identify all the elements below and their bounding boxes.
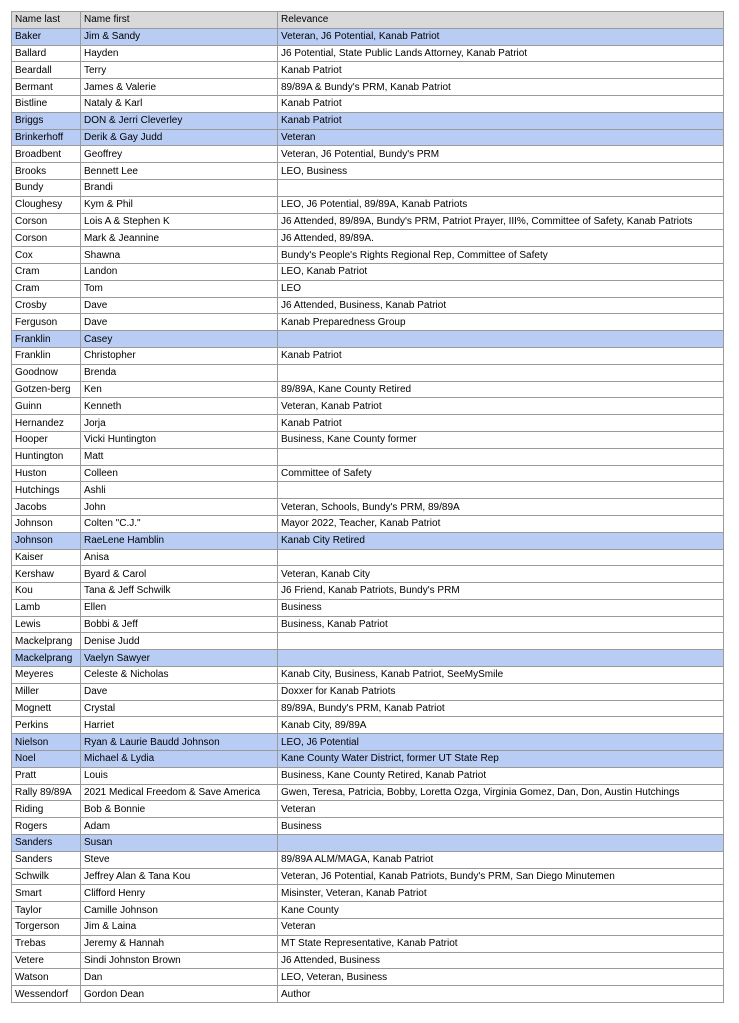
cell-name-first: Tom [81, 280, 278, 297]
cell-relevance: Veteran, Kanab Patriot [278, 398, 724, 415]
cell-name-first: Geoffrey [81, 146, 278, 163]
cell-relevance: Kanab City Retired [278, 532, 724, 549]
cell-relevance: LEO [278, 280, 724, 297]
header-row [12, 12, 724, 29]
cell-relevance: Veteran, J6 Potential, Kanab Patriot [278, 28, 724, 45]
table-row [12, 633, 724, 650]
cell-relevance: J6 Potential, State Public Lands Attorney, Kanab Patriot [278, 45, 724, 62]
table-row [12, 179, 724, 196]
table-body [12, 28, 724, 1002]
cell-name-first: Byard & Carol [81, 566, 278, 583]
cell-name-first: Vaelyn Sawyer [81, 650, 278, 667]
cell-name-last: Riding [12, 801, 81, 818]
cell-name-first: Ellen [81, 599, 278, 616]
table-row [12, 381, 724, 398]
cell-name-last: Corson [12, 230, 81, 247]
cell-name-last: Johnson [12, 515, 81, 532]
cell-name-last: Cram [12, 280, 81, 297]
cell-relevance: Veteran, J6 Potential, Bundy's PRM [278, 146, 724, 163]
cell-name-first: Ryan & Laurie Baudd Johnson [81, 734, 278, 751]
cell-name-last: Briggs [12, 112, 81, 129]
cell-name-last: Beardall [12, 62, 81, 79]
cell-name-first: Harriet [81, 717, 278, 734]
table-row [12, 566, 724, 583]
table-row [12, 398, 724, 415]
cell-name-first: Hayden [81, 45, 278, 62]
cell-name-last: Mognett [12, 700, 81, 717]
cell-name-first: Shawna [81, 247, 278, 264]
cell-name-first: Landon [81, 263, 278, 280]
table-row [12, 163, 724, 180]
cell-relevance: Bundy's People's Rights Regional Rep, Committee of Safety [278, 247, 724, 264]
spreadsheet [11, 11, 724, 1003]
cell-name-last: Ferguson [12, 314, 81, 331]
cell-name-first: Gordon Dean [81, 986, 278, 1003]
cell-relevance: Veteran, Schools, Bundy's PRM, 89/89A [278, 499, 724, 516]
cell-name-last: Jacobs [12, 499, 81, 516]
cell-name-first: 2021 Medical Freedom & Save America [81, 784, 278, 801]
cell-name-last: Sanders [12, 835, 81, 852]
cell-name-first: Casey [81, 331, 278, 348]
cell-name-first: Jeffrey Alan & Tana Kou [81, 868, 278, 885]
cell-relevance: J6 Attended, Business [278, 952, 724, 969]
cell-name-last: Corson [12, 213, 81, 230]
cell-name-first: Dan [81, 969, 278, 986]
cell-name-last: Hutchings [12, 482, 81, 499]
cell-relevance [278, 364, 724, 381]
cell-name-first: Sindi Johnston Brown [81, 952, 278, 969]
cell-relevance: Kane County [278, 902, 724, 919]
cell-relevance [278, 448, 724, 465]
cell-name-first: Dave [81, 683, 278, 700]
table-row [12, 129, 724, 146]
cell-name-last: Brinkerhoff [12, 129, 81, 146]
cell-name-last: Vetere [12, 952, 81, 969]
cell-relevance: Kanab Patriot [278, 112, 724, 129]
cell-name-first: Denise Judd [81, 633, 278, 650]
table-row [12, 751, 724, 768]
cell-relevance: 89/89A ALM/MAGA, Kanab Patriot [278, 851, 724, 868]
cell-name-first: Brandi [81, 179, 278, 196]
cell-relevance [278, 549, 724, 566]
cell-relevance: Misinster, Veteran, Kanab Patriot [278, 885, 724, 902]
table-row [12, 515, 724, 532]
cell-relevance [278, 179, 724, 196]
cell-name-last: Taylor [12, 902, 81, 919]
cell-relevance: Business, Kane County Retired, Kanab Patriot [278, 767, 724, 784]
cell-name-last: Wessendorf [12, 986, 81, 1003]
cell-relevance: J6 Friend, Kanab Patriots, Bundy's PRM [278, 583, 724, 600]
cell-relevance: Author [278, 986, 724, 1003]
table-row [12, 196, 724, 213]
cell-name-last: Nielson [12, 734, 81, 751]
cell-name-last: Kaiser [12, 549, 81, 566]
cell-relevance: Business [278, 599, 724, 616]
cell-name-first: Colten "C.J." [81, 515, 278, 532]
cell-name-first: Jorja [81, 415, 278, 432]
cell-name-last: Kou [12, 583, 81, 600]
table-row [12, 717, 724, 734]
table-row [12, 801, 724, 818]
cell-name-last: Kershaw [12, 566, 81, 583]
cell-name-last: Perkins [12, 717, 81, 734]
table-row [12, 465, 724, 482]
cell-relevance: Doxxer for Kanab Patriots [278, 683, 724, 700]
table-row [12, 62, 724, 79]
cell-name-last: Gotzen-berg [12, 381, 81, 398]
cell-relevance: Veteran, Kanab City [278, 566, 724, 583]
cell-name-last: Guinn [12, 398, 81, 415]
cell-name-first: Celeste & Nicholas [81, 667, 278, 684]
cell-name-first: Crystal [81, 700, 278, 717]
cell-relevance: Kanab Preparedness Group [278, 314, 724, 331]
table-row [12, 851, 724, 868]
cell-name-first: Kenneth [81, 398, 278, 415]
cell-relevance: LEO, J6 Potential [278, 734, 724, 751]
cell-name-last: Smart [12, 885, 81, 902]
cell-relevance: 89/89A & Bundy's PRM, Kanab Patriot [278, 79, 724, 96]
table-row [12, 95, 724, 112]
cell-name-first: Adam [81, 818, 278, 835]
cell-relevance: Kanab Patriot [278, 95, 724, 112]
cell-relevance: Kanab Patriot [278, 415, 724, 432]
cell-name-first: Derik & Gay Judd [81, 129, 278, 146]
cell-relevance: Business, Kanab Patriot [278, 616, 724, 633]
cell-name-first: Michael & Lydia [81, 751, 278, 768]
cell-name-last: Lewis [12, 616, 81, 633]
table-row [12, 415, 724, 432]
cell-name-last: Meyeres [12, 667, 81, 684]
header-name-last: Name last [12, 12, 81, 29]
cell-name-first: Bob & Bonnie [81, 801, 278, 818]
cell-relevance: Kanab City, 89/89A [278, 717, 724, 734]
table-row [12, 683, 724, 700]
cell-name-last: Hooper [12, 431, 81, 448]
table-row [12, 885, 724, 902]
cell-name-last: Schwilk [12, 868, 81, 885]
cell-name-last: Huston [12, 465, 81, 482]
cell-name-first: John [81, 499, 278, 516]
header-relevance: Relevance [278, 12, 724, 29]
cell-name-last: Pratt [12, 767, 81, 784]
cell-name-last: Rally 89/89A [12, 784, 81, 801]
cell-relevance: Veteran [278, 919, 724, 936]
table-row [12, 314, 724, 331]
header-name-first: Name first [81, 12, 278, 29]
cell-name-last: Trebas [12, 935, 81, 952]
cell-name-last: Rogers [12, 818, 81, 835]
table-row [12, 700, 724, 717]
cell-name-first: Dave [81, 314, 278, 331]
cell-name-first: Matt [81, 448, 278, 465]
cell-relevance: Kanab Patriot [278, 347, 724, 364]
cell-name-first: Brenda [81, 364, 278, 381]
table-row [12, 868, 724, 885]
table-row [12, 583, 724, 600]
table-row [12, 919, 724, 936]
cell-relevance: Business [278, 818, 724, 835]
table-row [12, 230, 724, 247]
cell-name-last: Franklin [12, 331, 81, 348]
cell-relevance: Gwen, Teresa, Patricia, Bobby, Loretta Ozga, Virginia Gomez, Dan, Don, Austin Hutchings [278, 784, 724, 801]
table-row [12, 650, 724, 667]
cell-name-first: Vicki Huntington [81, 431, 278, 448]
table-row [12, 280, 724, 297]
table-row [12, 835, 724, 852]
table-row [12, 667, 724, 684]
table-row [12, 45, 724, 62]
cell-name-first: Steve [81, 851, 278, 868]
cell-relevance: Kane County Water District, former UT State Rep [278, 751, 724, 768]
cell-name-first: Ken [81, 381, 278, 398]
cell-name-first: Louis [81, 767, 278, 784]
cell-name-last: Brooks [12, 163, 81, 180]
table-row [12, 935, 724, 952]
cell-relevance: Kanab City, Business, Kanab Patriot, SeeMySmile [278, 667, 724, 684]
table-row [12, 734, 724, 751]
cell-name-last: Franklin [12, 347, 81, 364]
cell-relevance: LEO, Kanab Patriot [278, 263, 724, 280]
cell-name-last: Cox [12, 247, 81, 264]
cell-name-first: Jim & Laina [81, 919, 278, 936]
cell-name-last: Mackelprang [12, 633, 81, 650]
cell-name-last: Cloughesy [12, 196, 81, 213]
cell-name-last: Bundy [12, 179, 81, 196]
table-row [12, 969, 724, 986]
table-row [12, 112, 724, 129]
table-row [12, 599, 724, 616]
table-row [12, 247, 724, 264]
table-row [12, 448, 724, 465]
table-row [12, 28, 724, 45]
cell-name-first: Colleen [81, 465, 278, 482]
table-row [12, 482, 724, 499]
cell-name-first: RaeLene Hamblin [81, 532, 278, 549]
table-row [12, 331, 724, 348]
cell-name-first: Mark & Jeannine [81, 230, 278, 247]
table-row [12, 986, 724, 1003]
table-row [12, 431, 724, 448]
table-row [12, 818, 724, 835]
cell-relevance [278, 482, 724, 499]
cell-relevance: Kanab Patriot [278, 62, 724, 79]
cell-name-first: Jim & Sandy [81, 28, 278, 45]
cell-name-last: Crosby [12, 297, 81, 314]
cell-name-last: Baker [12, 28, 81, 45]
cell-name-last: Johnson [12, 532, 81, 549]
cell-name-first: DON & Jerri Cleverley [81, 112, 278, 129]
table-row [12, 784, 724, 801]
cell-name-first: Terry [81, 62, 278, 79]
table-row [12, 146, 724, 163]
table-row [12, 549, 724, 566]
cell-name-last: Cram [12, 263, 81, 280]
cell-name-last: Noel [12, 751, 81, 768]
cell-relevance [278, 650, 724, 667]
cell-name-first: Anisa [81, 549, 278, 566]
cell-relevance [278, 633, 724, 650]
cell-relevance [278, 835, 724, 852]
cell-name-last: Goodnow [12, 364, 81, 381]
table-row [12, 767, 724, 784]
table-row [12, 79, 724, 96]
table-row [12, 532, 724, 549]
cell-relevance: J6 Attended, 89/89A. [278, 230, 724, 247]
cell-name-last: Huntington [12, 448, 81, 465]
cell-name-last: Sanders [12, 851, 81, 868]
contacts-table [11, 11, 724, 1003]
cell-name-last: Bermant [12, 79, 81, 96]
cell-relevance [278, 331, 724, 348]
cell-relevance: J6 Attended, 89/89A, Bundy's PRM, Patriot Prayer, III%, Committee of Safety, Kanab Patriots [278, 213, 724, 230]
cell-relevance: MT State Representative, Kanab Patriot [278, 935, 724, 952]
table-row [12, 902, 724, 919]
cell-name-last: Hernandez [12, 415, 81, 432]
cell-name-first: Nataly & Karl [81, 95, 278, 112]
cell-name-last: Ballard [12, 45, 81, 62]
cell-name-first: Lois A & Stephen K [81, 213, 278, 230]
cell-name-first: Christopher [81, 347, 278, 364]
cell-name-last: Watson [12, 969, 81, 986]
table-row [12, 297, 724, 314]
cell-relevance: Committee of Safety [278, 465, 724, 482]
cell-name-first: Tana & Jeff Schwilk [81, 583, 278, 600]
cell-relevance: Mayor 2022, Teacher, Kanab Patriot [278, 515, 724, 532]
table-row [12, 364, 724, 381]
cell-name-first: Dave [81, 297, 278, 314]
table-row [12, 213, 724, 230]
cell-relevance: Business, Kane County former [278, 431, 724, 448]
cell-name-last: Torgerson [12, 919, 81, 936]
cell-relevance: 89/89A, Kane County Retired [278, 381, 724, 398]
cell-name-first: Clifford Henry [81, 885, 278, 902]
table-row [12, 263, 724, 280]
table-row [12, 499, 724, 516]
cell-name-first: Kym & Phil [81, 196, 278, 213]
cell-relevance: LEO, Business [278, 163, 724, 180]
cell-relevance: LEO, Veteran, Business [278, 969, 724, 986]
cell-name-last: Lamb [12, 599, 81, 616]
table-row [12, 347, 724, 364]
cell-name-last: Broadbent [12, 146, 81, 163]
table-row [12, 952, 724, 969]
cell-relevance: LEO, J6 Potential, 89/89A, Kanab Patriots [278, 196, 724, 213]
cell-relevance: J6 Attended, Business, Kanab Patriot [278, 297, 724, 314]
cell-name-first: Camille Johnson [81, 902, 278, 919]
cell-name-last: Miller [12, 683, 81, 700]
cell-name-first: Susan [81, 835, 278, 852]
cell-name-last: Bistline [12, 95, 81, 112]
cell-name-first: Jeremy & Hannah [81, 935, 278, 952]
cell-relevance: Veteran, J6 Potential, Kanab Patriots, Bundy's PRM, San Diego Minutemen [278, 868, 724, 885]
cell-name-last: Mackelprang [12, 650, 81, 667]
cell-relevance: 89/89A, Bundy's PRM, Kanab Patriot [278, 700, 724, 717]
cell-name-first: Bennett Lee [81, 163, 278, 180]
cell-relevance: Veteran [278, 801, 724, 818]
cell-name-first: James & Valerie [81, 79, 278, 96]
table-row [12, 616, 724, 633]
cell-relevance: Veteran [278, 129, 724, 146]
cell-name-first: Ashli [81, 482, 278, 499]
cell-name-first: Bobbi & Jeff [81, 616, 278, 633]
